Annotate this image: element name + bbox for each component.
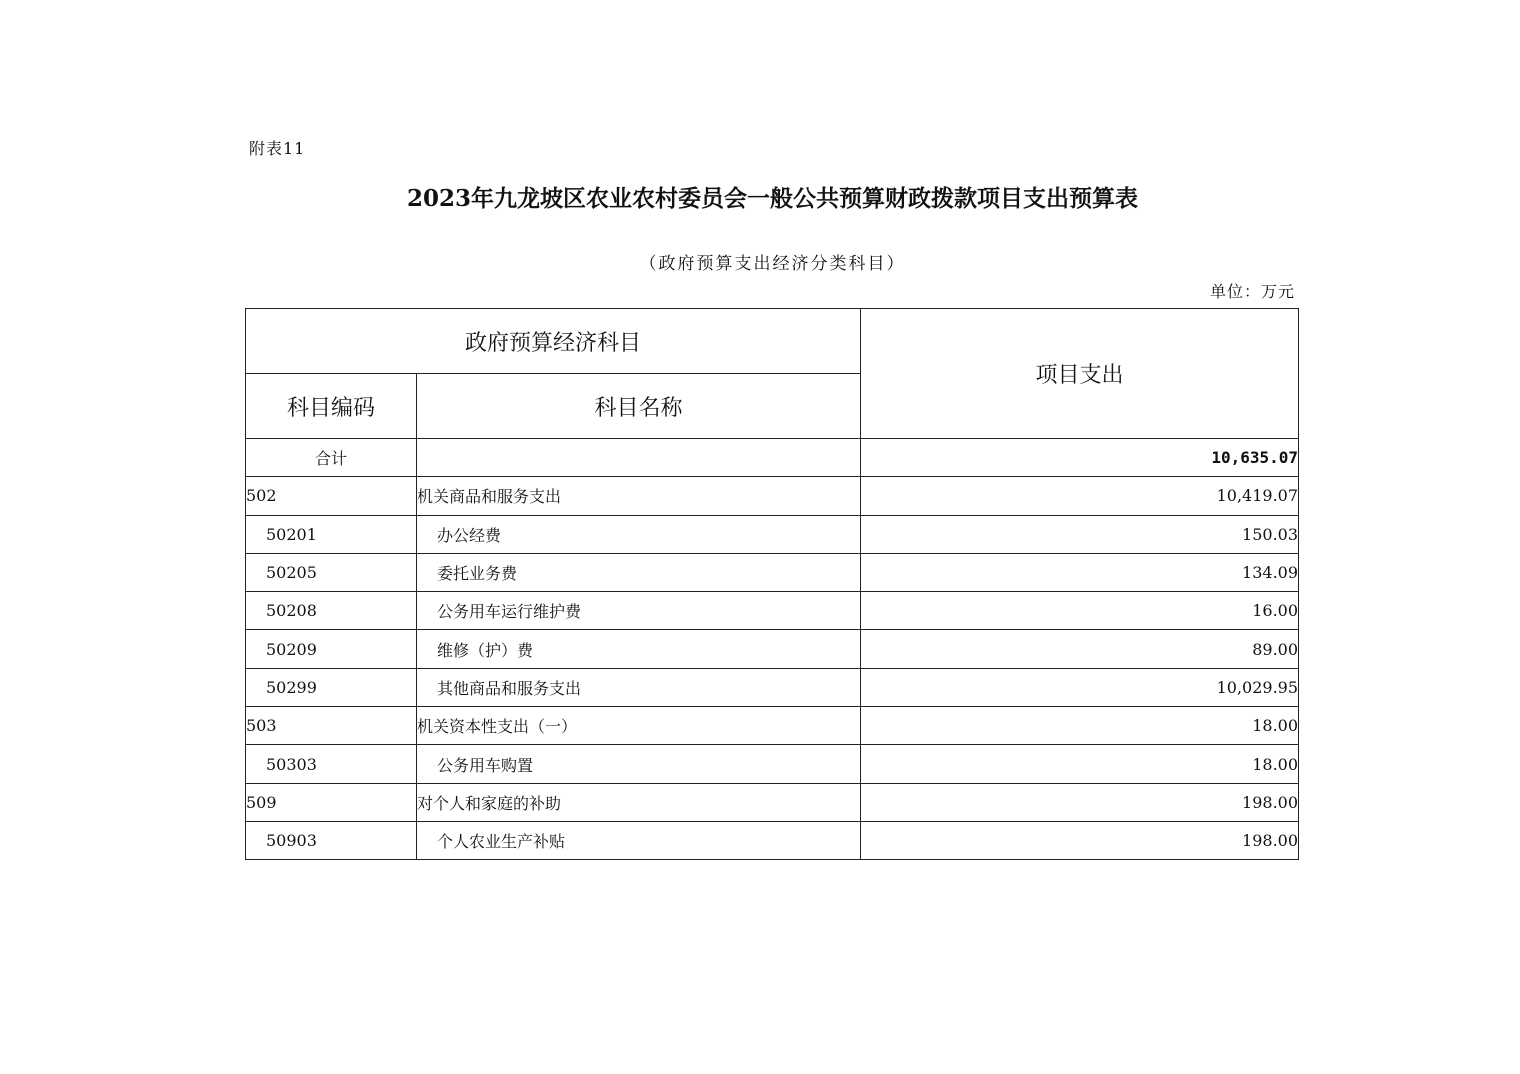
table-row (246, 630, 1299, 668)
project-amount: 18.00 (861, 707, 1299, 745)
subject-code: 50903 (246, 821, 417, 859)
project-amount: 10,419.07 (861, 477, 1299, 515)
total-row (246, 439, 1299, 477)
subject-name: 其他商品和服务支出 (417, 668, 861, 706)
subject-name: 对个人和家庭的补助 (417, 783, 861, 821)
project-amount: 89.00 (861, 630, 1299, 668)
subject-name: 机关资本性支出（一） (417, 707, 861, 745)
subject-name: 委托业务费 (417, 553, 861, 591)
subject-code: 50205 (246, 553, 417, 591)
subject-code: 50209 (246, 630, 417, 668)
subject-code: 509 (246, 783, 417, 821)
name-column-header: 科目名称 (417, 374, 861, 439)
group-header: 政府预算经济科目 (246, 309, 861, 374)
project-amount: 198.00 (861, 821, 1299, 859)
project-amount: 134.09 (861, 553, 1299, 591)
subject-code: 50201 (246, 515, 417, 553)
budget-table (245, 308, 1299, 860)
subject-name: 机关商品和服务支出 (417, 477, 861, 515)
subject-code: 503 (246, 707, 417, 745)
amount-column-header: 项目支出 (861, 309, 1299, 439)
table-row (246, 707, 1299, 745)
project-amount: 16.00 (861, 592, 1299, 630)
page-subtitle: （政府预算支出经济分类科目） (639, 254, 906, 274)
project-amount: 18.00 (861, 745, 1299, 783)
table-row (246, 821, 1299, 859)
page-title: 2023年九龙坡区农业农村委员会一般公共预算财政拨款项目支出预算表 (406, 185, 1138, 212)
project-amount: 10,029.95 (861, 668, 1299, 706)
total-label: 合计 (246, 439, 417, 477)
table-row (246, 515, 1299, 553)
table-row (246, 477, 1299, 515)
project-amount: 150.03 (861, 515, 1299, 553)
total-name (417, 439, 861, 477)
table-row (246, 553, 1299, 591)
project-amount: 198.00 (861, 783, 1299, 821)
subject-code: 50303 (246, 745, 417, 783)
table-row (246, 592, 1299, 630)
total-amount: 10,635.07 (861, 439, 1299, 477)
code-column-header: 科目编码 (246, 374, 417, 439)
table-row (246, 783, 1299, 821)
annex-label: 附表11 (249, 139, 306, 158)
subject-name: 公务用车运行维护费 (417, 592, 861, 630)
subject-name: 个人农业生产补贴 (417, 821, 861, 859)
table-row (246, 668, 1299, 706)
subject-name: 公务用车购置 (417, 745, 861, 783)
subject-code: 50299 (246, 668, 417, 706)
table-row (246, 745, 1299, 783)
subject-name: 办公经费 (417, 515, 861, 553)
subject-code: 50208 (246, 592, 417, 630)
subject-code: 502 (246, 477, 417, 515)
unit-label: 单位：万元 (1209, 282, 1295, 301)
subject-name: 维修（护）费 (417, 630, 861, 668)
